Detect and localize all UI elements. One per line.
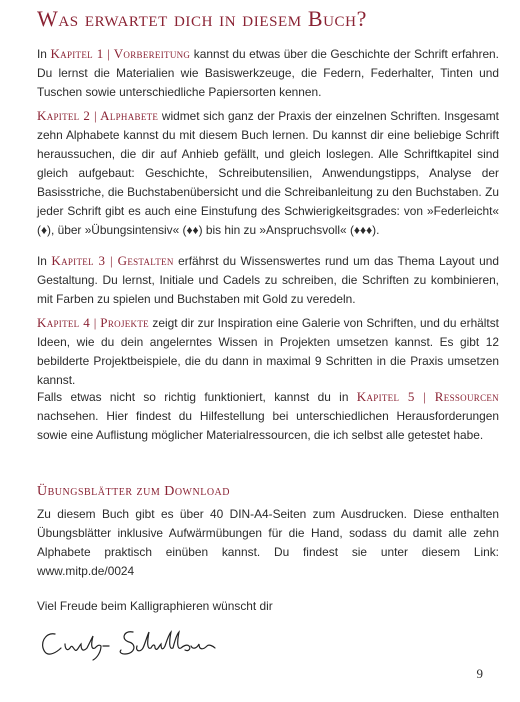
paragraph-text: erfährst du Wissenswertes rund um das Thema Layout und Gestaltung. Du lernst, Initiale und Cadels zu schreiben, die Schriften zu kombinieren, mit Farben zu spielen und Buchstaben mit Gold zu veredeln.	[37, 254, 499, 306]
paragraph-text: zeigt dir zur Inspiration eine Galerie von Schriften, und du erhältst Ideen, wie du dein angelerntes Wissen in Projekten umsetzen kannst. Es gibt 12 bebilderte Projektbeispiele, die du dann in maximal 9 Schritten in die Praxis umsetzen kannst.	[37, 316, 499, 387]
paragraph-kapitel-1	[37, 44, 499, 102]
chapter-4-heading: Kapitel 4 | Projekte	[37, 315, 149, 330]
chapter-2-heading: Kapitel 2 | Alphabete	[37, 108, 159, 123]
signature-image	[37, 622, 237, 662]
page-title: Was erwartet dich in diesem Buch?	[37, 6, 367, 31]
download-paragraph: Zu diesem Buch gibt es über 40 DIN-A4-Seiten zum Ausdrucken. Diese enthalten Übungsblätter inklusive Aufwärmübungen für die Hand, sodass du damit alle zehn Alphabete praktisch einüben kannst. Du findest sie unter diesem Link: www.mitp.de/0024	[37, 507, 499, 578]
paragraph-kapitel-2	[37, 106, 499, 240]
paragraph-prefix: In	[37, 254, 52, 268]
paragraph-text: nachsehen. Hier findest du Hilfestellung bei unterschiedlichen Herausforderungen sowie eine Auflistung möglicher Materialressourcen, die ich selbst alle getestet habe.	[37, 409, 499, 442]
paragraph-text: widmet sich ganz der Praxis der einzelnen Schriften. Insgesamt zehn Alphabete kannst du mit diesem Buch lernen. Du kannst dir eine beliebige Schrift heraussuchen, die dir auf Anhieb gefällt, und gleich loslegen. Alle Schriftkapitel sind gleich aufgebaut: Geschichte, Schreibutensilien, Anwendungstipps, Analyse der Basisstriche, die Buchstabenübersicht und die Schreibanleitung zu den Buchstaben. Zu jeder Schrift gibt es auch eine Einstufung des Schwierigkeitsgrades: von »Federleicht« (♦), über »Übungsintensiv« (♦♦) bis hin zu »Anspruchsvoll« (♦♦♦).	[37, 109, 499, 237]
chapter-3-heading: Kapitel 3 | Gestalten	[51, 253, 174, 268]
paragraph-kapitel-5	[37, 387, 499, 445]
paragraph-intro: Falls etwas nicht so richtig funktioniert, kannst du in	[37, 390, 357, 404]
download-heading: Übungsblätter zum Download	[37, 484, 230, 499]
page-number: 9	[476, 666, 483, 681]
chapter-1-heading: Kapitel 1 | Vorbereitung	[50, 46, 191, 61]
paragraph-text: kannst du etwas über die Geschichte der Schrift erfahren. Du lernst die Materialien wie Basiswerkzeuge, die Federn, Federhalter, Tinten und Tuschen sowie unterschiedliche Papiersorten kennen.	[37, 47, 499, 99]
paragraph-kapitel-4	[37, 313, 499, 390]
chapter-5-heading: Kapitel 5 | Ressourcen	[356, 389, 499, 404]
closing-line: Viel Freude beim Kalligraphieren wünscht dir	[37, 599, 273, 613]
paragraph-prefix: In	[37, 47, 51, 61]
paragraph-kapitel-3	[37, 251, 499, 309]
